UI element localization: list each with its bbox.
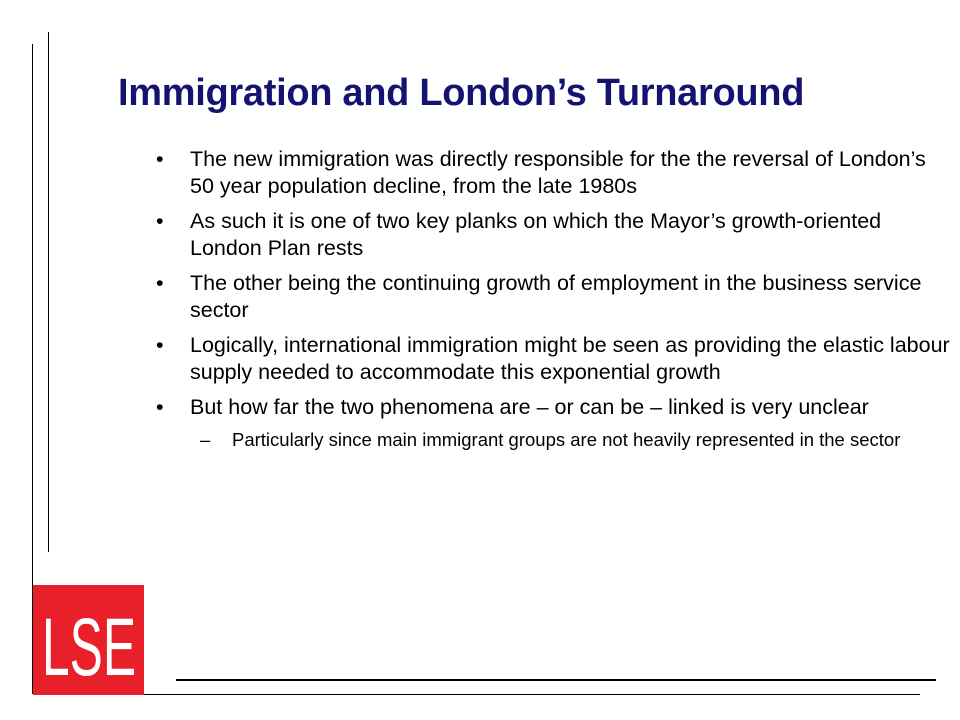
sub-bullet-item — [190, 427, 950, 452]
bullet-item — [150, 332, 950, 386]
inner-vertical-rule — [48, 32, 49, 552]
lse-logo — [33, 585, 144, 695]
bullet-marker: • — [156, 147, 164, 171]
bullet-marker: • — [156, 395, 164, 419]
bullet-marker: • — [156, 209, 164, 233]
lse-logo-mark — [39, 595, 139, 693]
bullet-text: As such it is one of two key planks on which the Mayor’s growth-oriented London Plan rests — [190, 209, 882, 260]
bullet-marker: • — [156, 333, 164, 357]
sub-bullet-text: Particularly since main immigrant groups are not heavily represented in the sector — [232, 429, 901, 450]
bullet-text: The new immigration was directly responsible for the the reversal of London’s 50 year population decline, from the late 1980s — [190, 147, 926, 198]
bullet-list — [150, 146, 950, 460]
lse-logo-text: LSE — [41, 602, 136, 693]
bullet-marker: • — [156, 271, 164, 295]
bullet-item — [150, 146, 950, 200]
footer-rule-bottom — [144, 694, 920, 695]
slide-title: Immigration and London’s Turnaround — [118, 72, 805, 114]
bullet-item — [150, 270, 950, 324]
bullet-item — [150, 394, 950, 452]
bullet-text: The other being the continuing growth of employment in the business service sector — [190, 271, 922, 322]
bullet-text: Logically, international immigration might be seen as providing the elastic labour supply needed to accommodate this exponential growth — [190, 333, 950, 384]
bullet-text: But how far the two phenomena are – or can be – linked is very unclear — [190, 395, 869, 419]
sub-bullet-marker: – — [200, 429, 211, 450]
footer-rule-top — [176, 679, 936, 681]
bullet-item — [150, 208, 950, 262]
sub-bullet-list — [190, 427, 950, 452]
